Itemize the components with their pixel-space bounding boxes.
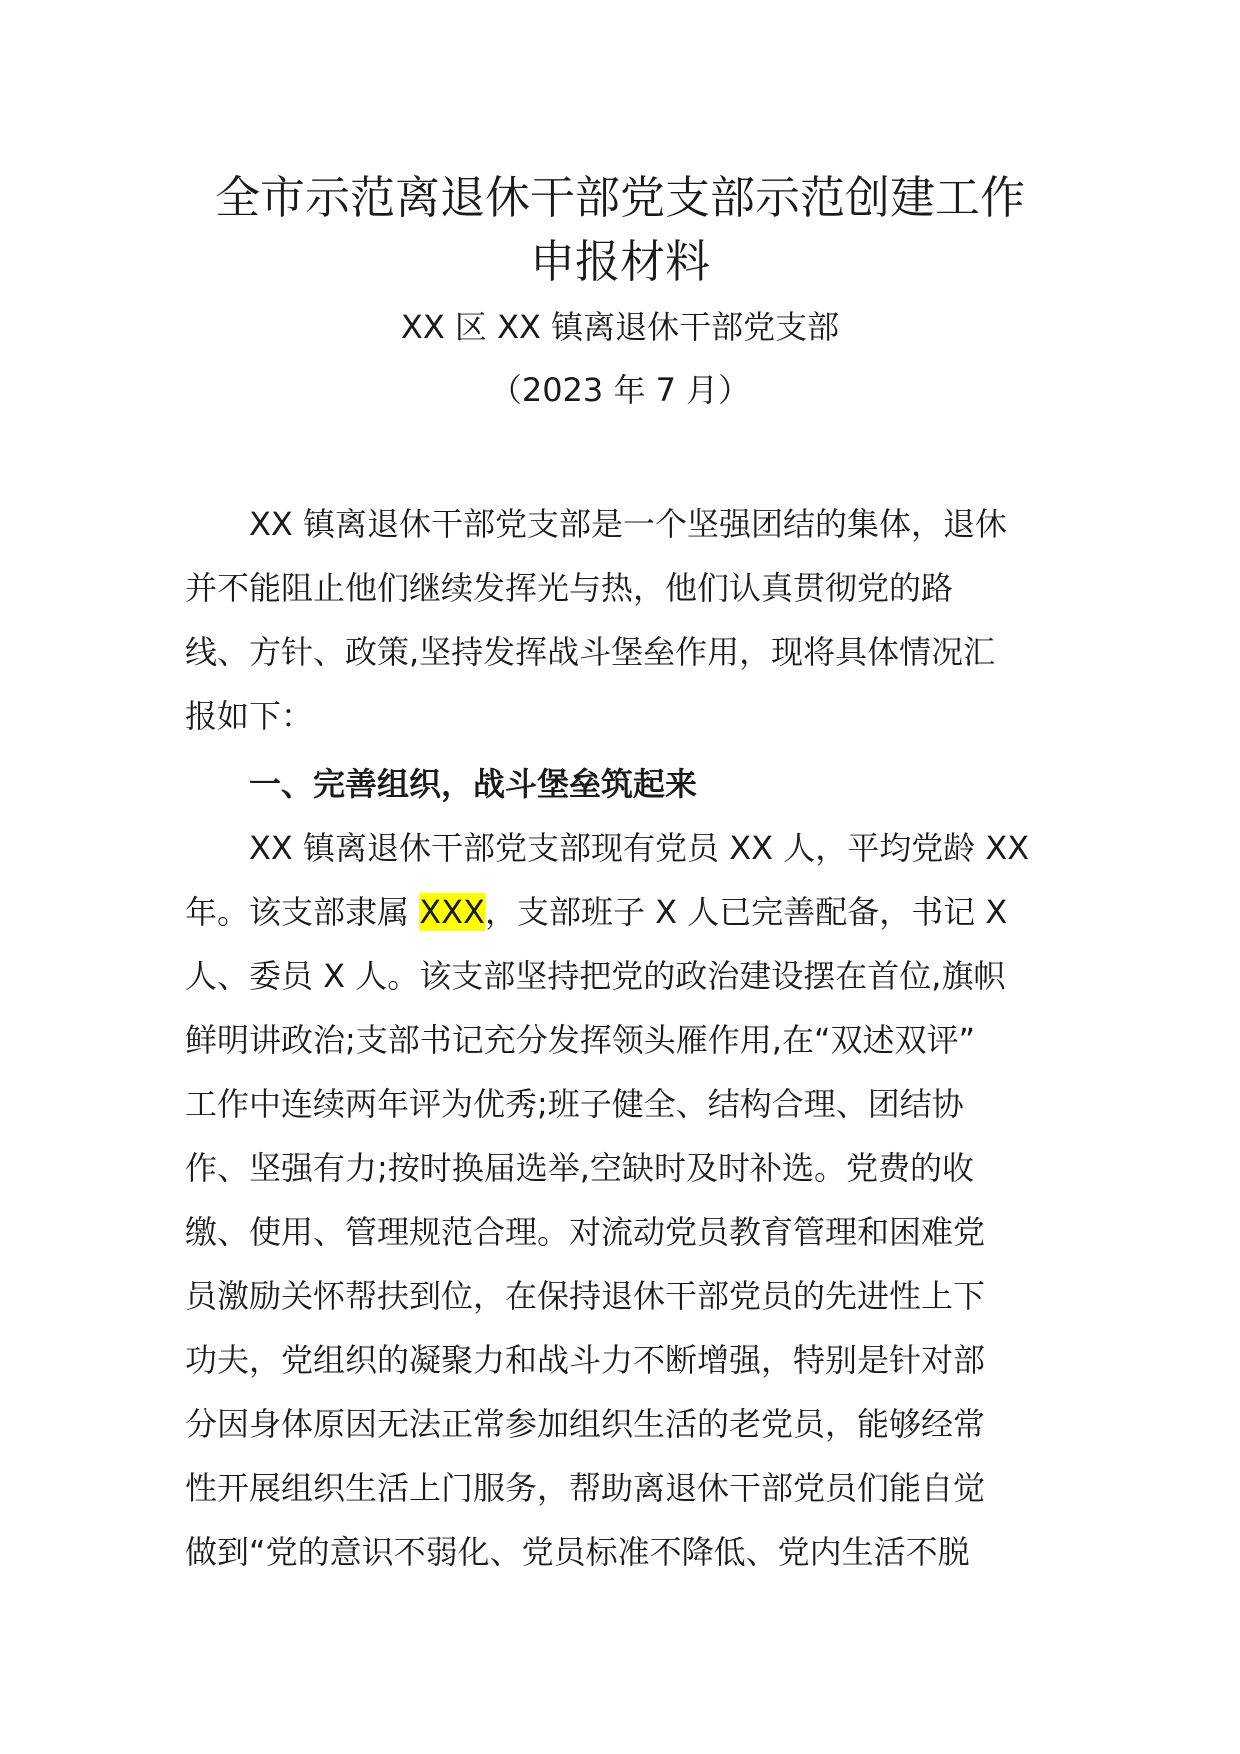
section-line-3: 人、委员 X 人。该支部坚持把党的政治建设摆在首位,旗帜 xyxy=(185,957,1006,995)
section-line-9: 功夫，党组织的凝聚力和战斗力不断增强，特别是针对部 xyxy=(185,1341,986,1379)
section-line-2-pre: 年。该支部隶属 xyxy=(185,893,410,931)
section-line-2 xyxy=(185,880,1055,944)
intro-line-2: 并不能阻止他们继续发挥光与热，他们认真贯彻党的路 xyxy=(185,569,954,607)
section-heading-text: 一、完善组织，战斗堡垒筑起来 xyxy=(249,765,698,803)
intro-line-1: XX 镇离退休干部党支部是一个坚强团结的集体，退休 xyxy=(249,505,1008,543)
intro-paragraph xyxy=(185,492,1055,748)
section-heading xyxy=(185,752,1055,816)
intro-line-3: 线、方针、政策,坚持发挥战斗堡垒作用，现将具体情况汇 xyxy=(185,633,996,671)
section-line-7: 缴、使用、管理规范合理。对流动党员教育管理和困难党 xyxy=(185,1213,986,1251)
section-paragraph xyxy=(185,816,1055,1584)
document-title-line-2: 申报材料 xyxy=(529,235,710,288)
document-title-line-1: 全市示范离退休干部党支部示范创建工作 xyxy=(214,171,1025,224)
section-line-1: XX 镇离退休干部党支部现有党员 XX 人，平均党龄 XX xyxy=(249,829,1030,867)
document-date: （2023 年 7 月） xyxy=(489,371,751,409)
section-line-4: 鲜明讲政治;支部书记充分发挥领头雁作用,在“双述双评” xyxy=(185,1021,976,1059)
section-line-8: 员激励关怀帮扶到位，在保持退休干部党员的先进性上下 xyxy=(185,1277,986,1315)
section-line-6: 作、坚强有力;按时换届选举,空缺时及时补选。党费的收 xyxy=(185,1149,974,1187)
section-line-12: 做到“党的意识不弱化、党员标准不降低、党内生活不脱 xyxy=(185,1533,970,1571)
section-line-2-post: ，支部班子 X 人已完善配备，书记 X xyxy=(484,893,1008,931)
section-line-10: 分因身体原因无法正常参加组织生活的老党员，能够经常 xyxy=(185,1405,986,1443)
organization-name: XX 区 XX 镇离退休干部党支部 xyxy=(400,308,840,346)
section-line-11: 性开展组织生活上门服务，帮助离退休干部党员们能自觉 xyxy=(185,1469,986,1507)
highlighted-placeholder: XXX xyxy=(419,893,485,931)
section-line-5: 工作中连续两年评为优秀;班子健全、结构合理、团结协 xyxy=(185,1085,964,1123)
intro-line-4: 报如下： xyxy=(185,697,314,735)
